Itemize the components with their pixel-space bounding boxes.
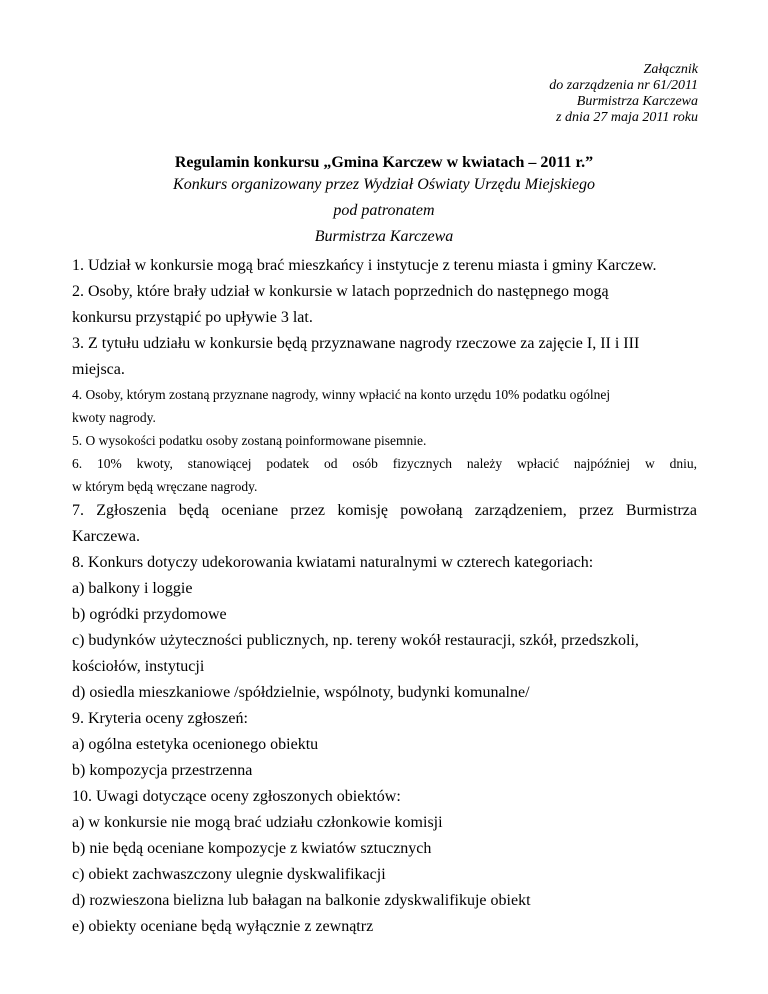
text-line: d) rozwieszona bielizna lub bałagan na balkonie zdyskwalifikuje obiekt [72, 892, 531, 909]
item-9 [72, 706, 697, 784]
text-line: c) obiekt zachwaszczony ulegnie dyskwalifikacji [72, 866, 386, 883]
text-line: d) osiedla mieszkaniowe /spółdzielnie, wspólnoty, budynki komunalne/ [72, 684, 530, 701]
item-1 [72, 253, 697, 279]
item-8 [72, 550, 697, 706]
text-line: 4. Osoby, którym zostaną przyznane nagrody, winny wpłacić na konto urzędu 10% podatku ogólnej [72, 387, 611, 402]
item-2 [72, 279, 697, 331]
item-6 [72, 452, 697, 498]
text-line: b) ogródki przydomowe [72, 606, 227, 623]
annex-line: Załącznik [643, 62, 698, 77]
text-line: a) ogólna estetyka ocenionego obiektu [72, 736, 319, 753]
text-line: a) balkony i loggie [72, 580, 193, 597]
text-line: w którym będą wręczane nagrody. [72, 479, 258, 494]
text-line: a) w konkursie nie mogą brać udziału członkowie komisji [72, 814, 443, 831]
organizer-line: Konkurs organizowany przez Wydział Oświaty Urzędu Miejskiego [173, 176, 595, 193]
text-line: kościołów, instytucji [72, 658, 205, 675]
text-line: miejsca. [72, 361, 125, 378]
annex-line: z dnia 27 maja 2011 roku [556, 110, 698, 125]
text-line: 5. O wysokości podatku osoby zostaną poinformowane pisemnie. [72, 433, 427, 448]
annex-line: do zarządzenia nr 61/2011 [549, 78, 698, 93]
text-line: b) kompozycja przestrzenna [72, 762, 253, 779]
text-line: 9. Kryteria oceny zgłoszeń: [72, 710, 248, 727]
text-line: 1. Udział w konkursie mogą brać mieszkańcy i instytucje z terenu miasta i gminy Karczew. [72, 257, 657, 274]
item-10 [72, 784, 697, 940]
text-line: 8. Konkurs dotyczy udekorowania kwiatami naturalnymi w czterech kategoriach: [72, 554, 594, 571]
regulations-body [72, 253, 697, 940]
text-line: 3. Z tytułu udziału w konkursie będą przyznawane nagrody rzeczowe za zajęcie I, II i III [72, 335, 640, 352]
annex-line: Burmistrza Karczewa [576, 94, 698, 109]
patronage-line: pod patronatem [333, 202, 435, 219]
text-line: 2. Osoby, które brały udział w konkursie w latach poprzednich do następnego mogą [72, 283, 609, 300]
item-4 [72, 383, 697, 429]
text-line: 10. Uwagi dotyczące oceny zgłoszonych obiektów: [72, 788, 401, 805]
text-line: b) nie będą oceniane kompozycje z kwiatów sztucznych [72, 840, 432, 857]
annex-header [549, 62, 698, 126]
text-line: 7. Zgłoszenia będą oceniane przez komisję powołaną zarządzeniem, przez Burmistrza [72, 502, 697, 519]
item-7 [72, 498, 697, 550]
text-line: 6. 10% kwoty, stanowiącej podatek od osób fizycznych należy wpłacić najpóźniej w dniu, [72, 456, 697, 471]
text-line: e) obiekty oceniane będą wyłącznie z zewnątrz [72, 918, 374, 935]
text-line: konkursu przystąpić po upływie 3 lat. [72, 309, 313, 326]
document-title: Regulamin konkursu „Gmina Karczew w kwiatach – 2011 r.” [174, 154, 594, 171]
item-5 [72, 429, 697, 452]
patron-name: Burmistrza Karczewa [314, 228, 454, 245]
item-3 [72, 331, 697, 383]
text-line: c) budynków użyteczności publicznych, np. tereny wokół restauracji, szkół, przedszkoli, [72, 632, 639, 649]
text-line: Karczewa. [72, 528, 140, 545]
text-line: kwoty nagrody. [72, 410, 156, 425]
